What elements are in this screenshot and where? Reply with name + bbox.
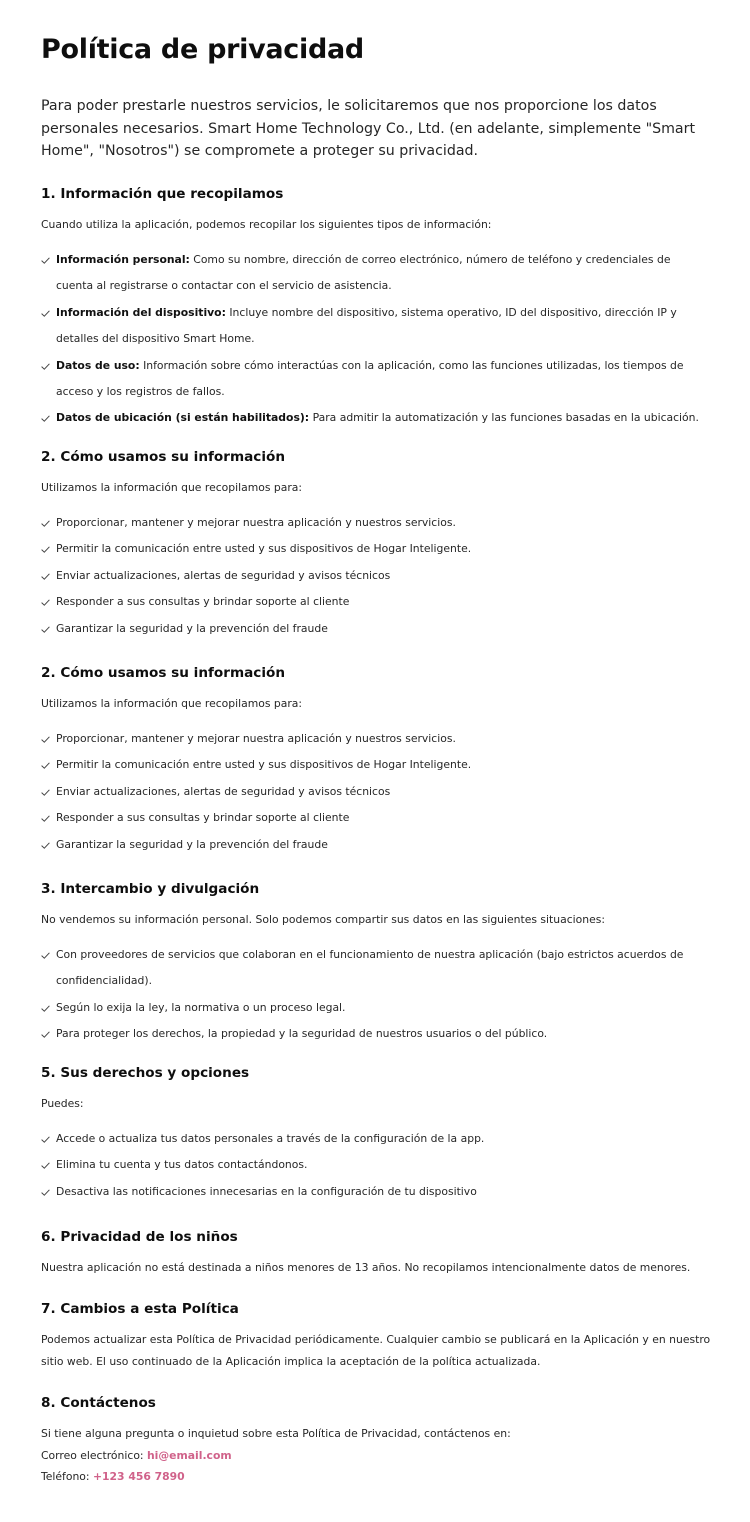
item-label: Datos de uso: [56, 358, 140, 372]
item-text: Garantizar la seguridad y la prevención del fraude [56, 621, 328, 635]
section-policy-changes [41, 1298, 711, 1372]
list-item [41, 805, 711, 831]
section-lead: Puedes: [41, 1097, 84, 1110]
checkmark-icon [41, 842, 50, 849]
checkmark-icon [41, 762, 50, 769]
item-text: Con proveedores de servicios que colaboran en el funcionamiento de nuestra aplicación (bajo estrictos acuerdos de confidencialidad). [56, 948, 684, 988]
item-text: Para admitir la automatización y las funciones basadas en la ubicación. [309, 411, 699, 425]
list-item [41, 616, 711, 642]
checkmark-icon [41, 789, 50, 796]
section-lead: Utilizamos la información que recopilamos para: [41, 481, 303, 494]
list-item [41, 1152, 711, 1178]
checklist [41, 510, 711, 642]
item-text: Incluye nombre del dispositivo, sistema operativo, ID del dispositivo, dirección IP y detalles del dispositivo Smart Home. [56, 305, 677, 346]
item-text: Responder a sus consultas y brindar soporte al cliente [56, 595, 350, 609]
checkmark-icon [41, 520, 50, 527]
checkmark-icon [41, 310, 50, 317]
item-text: Responder a sus consultas y brindar soporte al cliente [56, 811, 350, 825]
intro-paragraph: Para poder prestarle nuestros servicios, le solicitaremos que nos proporcione los datos personales necesarios. Smart Home Technology Co., Ltd. (en adelante, simplemente "Smart Home", "Nosotros") se compromete a proteger su privacidad. [41, 98, 696, 159]
checkmark-icon [41, 546, 50, 553]
list-item [41, 726, 711, 752]
phone-link[interactable]: +123 456 7890 [92, 1470, 185, 1483]
list-item [41, 1179, 711, 1205]
checkmark-icon [41, 1136, 50, 1143]
checkmark-icon [41, 736, 50, 743]
section-how-we-use-repeat [41, 662, 711, 858]
list-item [41, 779, 711, 805]
section-heading: 2. Cómo usamos su información [41, 665, 286, 681]
section-rights-options [41, 1062, 711, 1205]
item-text: Permitir la comunicación entre usted y sus dispositivos de Hogar Inteligente. [56, 542, 472, 556]
checklist [41, 1126, 711, 1205]
section-how-we-use [41, 446, 711, 642]
checklist [41, 247, 711, 432]
item-label: Información personal: [56, 253, 190, 266]
section-lead: Utilizamos la información que recopilamos para: [41, 697, 303, 710]
phone-label: Teléfono: [41, 1470, 93, 1483]
email-label: Correo electrónico: [41, 1448, 147, 1462]
item-text: Proporcionar, mantener y mejorar nuestra aplicación y nuestros servicios. [56, 732, 456, 745]
section-information-collected [41, 183, 711, 432]
checkmark-icon [41, 1031, 50, 1038]
page-title: Política de privacidad [41, 34, 364, 65]
list-item [41, 300, 711, 353]
list-item [41, 353, 711, 406]
section-heading: 5. Sus derechos y opciones [41, 1065, 250, 1081]
email-link[interactable]: hi@email.com [147, 1448, 232, 1462]
item-text: Permitir la comunicación entre usted y sus dispositivos de Hogar Inteligente. [56, 758, 472, 772]
item-text: Garantizar la seguridad y la prevención del fraude [56, 837, 328, 851]
checkmark-icon [41, 952, 50, 959]
item-text: Elimina tu cuenta y tus datos contactándonos. [56, 1158, 308, 1172]
list-item [41, 1021, 711, 1047]
checkmark-icon [41, 1162, 50, 1169]
section-paragraph: Podemos actualizar esta Política de Privacidad periódicamente. Cualquier cambio se publicará en la Aplicación y en nuestro sitio web. El uso continuado de la Aplicación implica la aceptación de la política actualizada. [41, 1333, 711, 1368]
section-sharing-disclosure [41, 878, 711, 1048]
section-heading: 3. Intercambio y divulgación [41, 881, 260, 897]
checkmark-icon [41, 363, 50, 370]
checkmark-icon [41, 573, 50, 580]
section-lead: Cuando utiliza la aplicación, podemos recopilar los siguientes tipos de información: [41, 218, 492, 231]
item-text: Como su nombre, dirección de correo electrónico, número de teléfono y credenciales de cuenta al registrarse o contactar con el servicio de asistencia. [56, 253, 671, 293]
contact-phone-line [41, 1466, 711, 1488]
checklist [41, 942, 711, 1048]
checkmark-icon [41, 599, 50, 606]
item-text: Para proteger los derechos, la propiedad y la seguridad de nuestros usuarios o del público. [56, 1027, 548, 1041]
checkmark-icon [41, 1005, 50, 1012]
item-label: Datos de ubicación (si están habilitados): [56, 411, 310, 425]
list-item [41, 536, 711, 562]
checkmark-icon [41, 415, 50, 422]
item-text: Proporcionar, mantener y mejorar nuestra aplicación y nuestros servicios. [56, 516, 456, 529]
item-text: Accede o actualiza tus datos personales a través de la configuración de la app. [56, 1132, 485, 1145]
item-text: Enviar actualizaciones, alertas de seguridad y avisos técnicos [56, 784, 391, 798]
checkmark-icon [41, 257, 50, 264]
checkmark-icon [41, 815, 50, 822]
item-label: Información del dispositivo: [56, 305, 226, 319]
item-text: Enviar actualizaciones, alertas de seguridad y avisos técnicos [56, 568, 391, 582]
list-item [41, 942, 711, 995]
item-text: Información sobre cómo interactúas con la aplicación, como las funciones utilizadas, los tiempos de acceso y los registros de fallos. [56, 358, 684, 399]
checklist [41, 726, 711, 858]
list-item [41, 589, 711, 615]
section-heading: 8. Contáctenos [41, 1395, 156, 1411]
section-lead: Si tiene alguna pregunta o inquietud sobre esta Política de Privacidad, contáctenos en: [41, 1427, 511, 1440]
section-heading: 7. Cambios a esta Política [41, 1301, 239, 1317]
section-contact [41, 1392, 711, 1488]
section-lead: No vendemos su información personal. Solo podemos compartir sus datos en las siguientes situaciones: [41, 913, 606, 926]
section-children-privacy [41, 1226, 711, 1279]
list-item [41, 1126, 711, 1152]
list-item [41, 832, 711, 858]
list-item [41, 752, 711, 778]
list-item [41, 405, 711, 431]
list-item [41, 247, 711, 300]
section-heading: 1. Información que recopilamos [41, 186, 284, 202]
list-item [41, 510, 711, 536]
checkmark-icon [41, 626, 50, 633]
section-paragraph: Nuestra aplicación no está destinada a niños menores de 13 años. No recopilamos intencionalmente datos de menores. [41, 1261, 691, 1274]
list-item [41, 995, 711, 1021]
contact-email-line [41, 1445, 711, 1467]
list-item [41, 563, 711, 589]
item-text: Según lo exija la ley, la normativa o un proceso legal. [56, 1000, 346, 1014]
section-heading: 6. Privacidad de los niños [41, 1229, 238, 1245]
item-text: Desactiva las notificaciones innecesarias en la configuración de tu dispositivo [56, 1184, 477, 1198]
checkmark-icon [41, 1189, 50, 1196]
section-heading: 2. Cómo usamos su información [41, 449, 286, 465]
